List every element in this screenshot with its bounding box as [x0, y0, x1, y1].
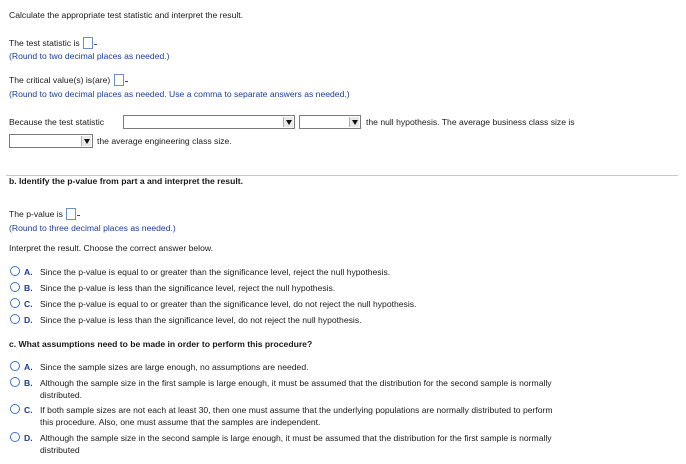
test-statistic-label: The test statistic is: [9, 38, 80, 48]
part-b-header-clip: [0, 178, 686, 192]
answer-box-marker-icon: [77, 215, 80, 216]
critical-value-hint: (Round to two decimal places as needed. Use a comma to separate answers as needed.): [9, 89, 350, 99]
chevron-down-icon[interactable]: [283, 117, 293, 127]
radio-button[interactable]: [10, 404, 20, 414]
pvalue-input[interactable]: [66, 208, 76, 220]
radio-button[interactable]: [10, 377, 20, 387]
null-hypothesis-text: the null hypothesis. The average business class size is: [366, 117, 575, 127]
test-statistic-hint: (Round to two decimal places as needed.): [9, 51, 170, 61]
section-divider: [6, 175, 678, 176]
option-letter: D.: [24, 315, 33, 325]
null-hypothesis-decision-dropdown[interactable]: [299, 115, 361, 129]
radio-button[interactable]: [10, 266, 20, 276]
part-a-instruction: Calculate the appropriate test statistic and interpret the result.: [9, 10, 244, 20]
option-text: Since the sample sizes are large enough, no assumptions are needed.: [40, 362, 309, 372]
because-text: Because the test statistic: [9, 117, 105, 127]
radio-button[interactable]: [10, 361, 20, 371]
pvalue-label: The p-value is: [9, 209, 63, 219]
option-text-line-1: If both sample sizes are not each at least 30, then one must assume that the underlying populations are normally distributed to perform: [40, 405, 553, 415]
option-letter: A.: [24, 362, 33, 372]
class-size-comparison-dropdown[interactable]: [9, 134, 93, 148]
radio-button[interactable]: [10, 432, 20, 442]
chevron-down-icon[interactable]: [349, 117, 359, 127]
critical-value-row: [9, 74, 128, 86]
answer-box-marker-icon: [125, 81, 128, 82]
critical-value-label: The critical value(s) is(are): [9, 75, 111, 85]
option-letter: B.: [24, 283, 33, 293]
option-text-line-1: Although the sample size in the second sample is large enough, it must be assumed that the distribution for the first sample is normally: [40, 433, 552, 443]
option-text-line-2: distributed: [40, 445, 80, 454]
pvalue-row: [9, 208, 80, 220]
option-text-line-1: Although the sample size in the first sample is large enough, it must be assumed that the distribution for the second sample is normally: [40, 378, 552, 388]
pvalue-hint: (Round to three decimal places as needed.): [9, 223, 176, 233]
option-letter: B.: [24, 378, 33, 388]
option-text: Since the p-value is equal to or greater than the significance level, do not reject the null hypothesis.: [40, 299, 417, 309]
option-text: Since the p-value is less than the significance level, do not reject the null hypothesis.: [40, 315, 362, 325]
chevron-down-icon[interactable]: [81, 136, 91, 146]
option-text: Since the p-value is equal to or greater than the significance level, reject the null hypothesis.: [40, 267, 391, 277]
option-text: Since the p-value is less than the significance level, reject the null hypothesis.: [40, 283, 336, 293]
critical-value-input[interactable]: [114, 74, 124, 86]
option-d-line-2-clip: [0, 445, 686, 454]
option-text-line-2: this procedure. Also, one must assume that the samples are independent.: [40, 417, 321, 427]
option-letter: A.: [24, 267, 33, 277]
option-letter: C.: [24, 405, 33, 415]
radio-button[interactable]: [10, 298, 20, 308]
option-letter: C.: [24, 299, 33, 309]
part-b-header: b. Identify the p-value from part a and interpret the result.: [9, 178, 243, 186]
interpret-prompt: Interpret the result. Choose the correct answer below.: [9, 243, 213, 253]
test-statistic-input[interactable]: [83, 37, 93, 49]
answer-box-marker-icon: [94, 44, 97, 45]
radio-button[interactable]: [10, 282, 20, 292]
option-text-line-2: distributed.: [40, 390, 83, 400]
test-statistic-row: [9, 37, 97, 49]
radio-button[interactable]: [10, 314, 20, 324]
part-c-question: c. What assumptions need to be made in order to perform this procedure?: [9, 339, 313, 349]
test-statistic-comparison-dropdown[interactable]: [123, 115, 295, 129]
option-letter: D.: [24, 433, 33, 443]
average-engineering-text: the average engineering class size.: [97, 136, 232, 146]
